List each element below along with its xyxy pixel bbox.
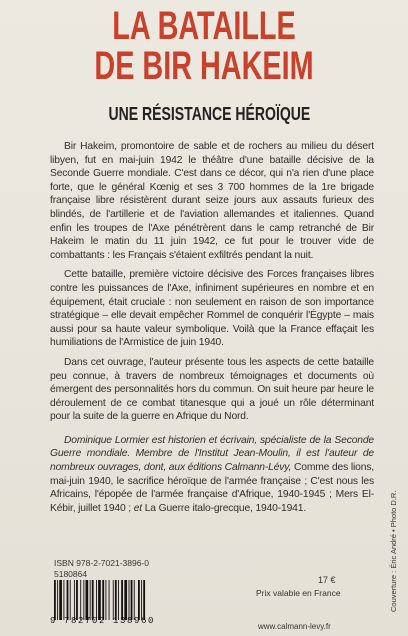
barcode-bar [141, 580, 142, 620]
barcode-bar [74, 580, 75, 620]
barcode-bar [129, 580, 130, 620]
barcode-bar [102, 580, 104, 620]
barcode-bar [143, 580, 145, 620]
blurb-paragraph-3: Dans cet ouvrage, l'auteur présente tous les aspects de cette bataille peu connue, à travers de nombreux témoignages et documents où émergent des personnalités hors du commun. On suit heure par heure le déroulement de ce combat titanesque qui a joué un rôle déterminant pour la suite de la guerre en Afrique du Nord. [50, 356, 374, 423]
blurb-paragraph-1: Bir Hakeim, promontoire de sable et de rochers au milieu du désert libyen, fut en mai-juin 1942 le théâtre d'une bataille décisive de la Seconde Guerre mondiale. C'est dans ce décor, qui n'a rien d'une place forte, que le général Kœnig et ses 3 700 hommes de la 1re brigade française libre résistèrent durant seize jours aux assauts furieux des blindés, de l'artillerie et de l'aviation allemandes et italiennes. Quand enfin les troupes de l'Axe pénétrèrent dans le camp retranché de Bir Hakeim le matin du 11 juin 1942, ce fut pour le trouver vide de combattants : les Français s'étaient exfiltrés pendant la nuit. [50, 141, 374, 261]
barcode-bar [121, 580, 123, 620]
isbn-block [54, 558, 149, 580]
blurb-paragraph-2: Cette bataille, première victoire décisive des Forces françaises libres contre les puissances de l'Axe, infiniment supérieures en nombre et en équipement, était cruciale : non seulement en raison de son importance stratégique – elle devait empêcher Rommel de conquérir l'Égypte – mais aussi pour sa haute valeur symbolique. Voilà que la France effaçait les humiliations de l'Armistice de juin 1940. [50, 269, 374, 349]
barcode-bar [138, 580, 140, 620]
cover-credits: Couverture : Éric André • Photo D.R. [389, 490, 398, 612]
barcode-bar [86, 580, 89, 620]
barcode-bar [134, 580, 135, 620]
book-subtitle: UNE RÉSISTANCE HÉROÏQUE [108, 104, 311, 124]
barcode-bar [54, 580, 56, 620]
author-bio-intro: Dominique Lormier est historien et écrivain, spécialiste de la Seconde Guerre mondiale. Membre de l'Institut Jean-Moulin, il est l'auteur de nombreux ouvrages, dont, aux éditions Calmann-Lévy, [50, 434, 374, 474]
publisher-website: www.calmann-levy.fr [258, 622, 331, 631]
barcode-bar [92, 580, 94, 620]
barcode-bar [118, 580, 119, 620]
barcode-bar [70, 580, 71, 620]
barcode-bar [76, 580, 78, 620]
barcode-bar [59, 580, 62, 620]
barcode-bar [105, 580, 106, 620]
barcode-bar [63, 580, 64, 620]
book-title-line-1: LA BATAILLE [112, 4, 296, 48]
barcode-bar [124, 580, 127, 620]
barcode-bar [115, 580, 117, 620]
barcode-bar [83, 580, 84, 620]
author-bio [50, 434, 374, 516]
blurb [50, 140, 374, 521]
isbn-number: ISBN 978-2-7021-3896-0 [54, 558, 149, 568]
barcode-bar [113, 580, 114, 620]
author-bio-works: Comme des lions, mai-juin 1940, le sacrifice héroïque de l'armée française ; C'est nous les Africains, l'épopée de l'armée française d'Afrique, 1940-1945 ; Mers El-Kébir, juillet 1940 ; [50, 462, 374, 514]
product-code: 5180864 [54, 569, 88, 579]
book-title-line-2: DE BIR HAKEIM [94, 44, 314, 88]
barcode-bar [96, 580, 97, 620]
author-bio-and: et [133, 502, 145, 514]
barcode-bar [109, 580, 110, 620]
barcode-bar [98, 580, 101, 620]
author-bio-last-work: La Guerre italo-grecque, 1940-1941. [144, 502, 307, 514]
barcode-bar [90, 580, 91, 620]
barcode-bar [57, 580, 58, 620]
price-note: Prix valable en France [256, 588, 341, 598]
price: 17 € [318, 575, 336, 585]
barcode-digits: 9 782702 138960 [50, 616, 156, 626]
barcode-bar [80, 580, 81, 620]
barcode-bar [67, 580, 69, 620]
barcode-bar [131, 580, 133, 620]
barcode-icon [52, 580, 170, 620]
